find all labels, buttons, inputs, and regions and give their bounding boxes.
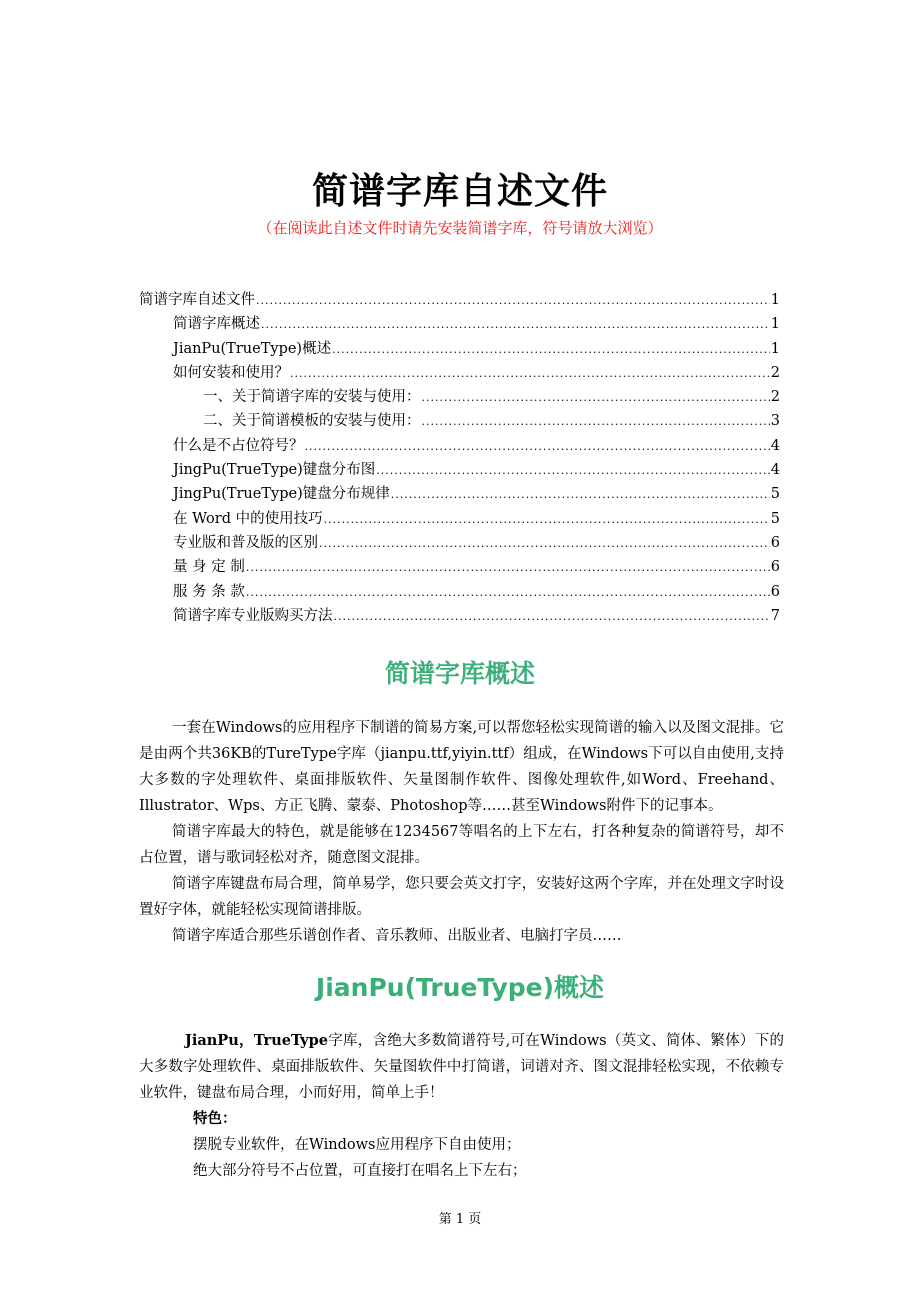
toc-dot-leader bbox=[246, 556, 770, 580]
feature-item: 摆脱专业软件，在Windows应用程序下自由使用； bbox=[193, 1137, 521, 1153]
toc-entry-label: JingPu(TrueType)键盘分布规律 bbox=[173, 486, 390, 503]
toc-entry[interactable] bbox=[139, 312, 780, 336]
toc-dot-leader bbox=[261, 313, 770, 337]
toc-entry-label: 简谱字库专业版购买方法 bbox=[173, 607, 333, 624]
document-subtitle: （在阅读此自述文件时请先安装简谱字库，符号请放大浏览） bbox=[257, 219, 663, 237]
toc-entry-label: 如何安装和使用？ bbox=[173, 364, 289, 381]
toc-entry[interactable] bbox=[139, 337, 780, 361]
toc-dot-leader bbox=[305, 435, 770, 459]
features-title: 特色： bbox=[193, 1110, 237, 1127]
toc-entry-page: 6 bbox=[770, 559, 780, 576]
toc-entry-page: 1 bbox=[770, 316, 780, 333]
toc-dot-leader bbox=[422, 410, 770, 434]
toc-entry-page: 2 bbox=[770, 389, 780, 406]
toc-entry[interactable] bbox=[139, 361, 780, 385]
toc-entry-page: 1 bbox=[770, 340, 780, 357]
toc-dot-leader bbox=[376, 459, 770, 483]
toc-entry-label: JianPu(TrueType)概述 bbox=[173, 340, 332, 357]
page-footer: 第 1 页 bbox=[438, 1212, 482, 1227]
overview-body bbox=[139, 715, 784, 949]
section-heading-jianpu: JianPu(TrueType)概述 bbox=[315, 973, 605, 1002]
toc-entry-label: 服 务 条 款 bbox=[173, 583, 245, 600]
overview-paragraph: 简谱字库适合那些乐谱创作者、音乐教师、出版业者、电脑打字员…… bbox=[172, 928, 622, 944]
toc-entry[interactable] bbox=[139, 385, 780, 409]
toc-dot-leader bbox=[334, 605, 770, 629]
toc-entry[interactable] bbox=[139, 580, 780, 604]
toc-entry-label: 简谱字库概述 bbox=[173, 316, 260, 333]
overview-paragraph: 简谱字库最大的特色，就是能够在1234567等唱名的上下左右，打各种复杂的简谱符号，却不占位置，谱与歌词轻松对齐，随意图文混排。 bbox=[139, 824, 784, 866]
feature-item: 绝大部分符号不占位置，可直接打在唱名上下左右； bbox=[193, 1163, 527, 1179]
toc-entry-label: 简谱字库自述文件 bbox=[139, 292, 255, 308]
toc-entry-page: 4 bbox=[770, 437, 780, 454]
toc-entry[interactable] bbox=[139, 458, 780, 482]
toc-entry-page: 7 bbox=[770, 607, 780, 624]
toc-dot-leader bbox=[256, 289, 770, 313]
document-title: 简谱字库自述文件 bbox=[311, 171, 608, 212]
overview-paragraph: 一套在Windows的应用程序下制谱的简易方案,可以帮您轻松实现简谱的输入以及图文混排。它是由两个共36KB的TureType字库（jianpu.ttf,yiyin.ttf）组成，在Windows下可以自由使用,支持大多数的字处理软件、桌面排版软件、矢量图制作软件、图像处理软件,如Word、Freehand、Illustrator、Wps、方正飞腾、蒙泰、Photoshop等……甚至Windows附件下的记事本。 bbox=[139, 720, 784, 814]
jianpu-lead-paragraph bbox=[139, 1028, 784, 1106]
toc-entry[interactable] bbox=[139, 531, 780, 555]
jianpu-body bbox=[139, 1028, 784, 1184]
jianpu-lead-bold: JianPu，TrueType bbox=[185, 1032, 328, 1049]
toc-entry-page: 4 bbox=[770, 462, 780, 479]
toc-entry-label: 量 身 定 制 bbox=[173, 559, 245, 576]
toc-dot-leader bbox=[422, 386, 770, 410]
toc-entry-page: 1 bbox=[770, 292, 780, 308]
toc-entry[interactable] bbox=[139, 288, 780, 312]
toc-entry-page: 3 bbox=[770, 413, 780, 430]
toc-dot-leader bbox=[319, 532, 770, 556]
jianpu-lead-text: 字库，含绝大多数简谱符号,可在Windows（英文、简体、繁体）下的大多数字处理软件、桌面排版软件、矢量图软件中打简谱，词谱对齐、图文混排轻松实现，不依赖专业软件，键盘布局合理，小而好用，简单上手！ bbox=[139, 1033, 784, 1101]
toc-dot-leader bbox=[391, 483, 770, 507]
toc-entry-page: 6 bbox=[770, 534, 780, 551]
toc-dot-leader bbox=[290, 362, 770, 386]
toc-entry-page: 6 bbox=[770, 583, 780, 600]
toc-entry[interactable] bbox=[139, 482, 780, 506]
toc-dot-leader bbox=[324, 508, 770, 532]
toc-entry[interactable] bbox=[139, 555, 780, 579]
toc-entry-label: 在 Word 中的使用技巧 bbox=[173, 510, 323, 527]
toc-entry-label: 一、关于简谱字库的安装与使用： bbox=[203, 389, 421, 406]
toc-entry-label: JingPu(TrueType)键盘分布图 bbox=[173, 462, 376, 479]
table-of-contents bbox=[139, 288, 780, 628]
toc-entry-page: 5 bbox=[770, 486, 780, 503]
toc-entry[interactable] bbox=[139, 409, 780, 433]
overview-paragraph: 简谱字库键盘布局合理，简单易学，您只要会英文打字，安装好这两个字库，并在处理文字时设置好字体，就能轻松实现简谱排版。 bbox=[139, 876, 784, 918]
toc-entry-label: 二、关于简谱模板的安装与使用： bbox=[203, 413, 421, 430]
toc-dot-leader bbox=[246, 581, 770, 605]
toc-entry-label: 专业版和普及版的区别 bbox=[173, 534, 318, 551]
toc-entry-page: 5 bbox=[770, 510, 780, 527]
toc-entry-label: 什么是不占位符号？ bbox=[173, 437, 304, 454]
toc-entry[interactable] bbox=[139, 604, 780, 628]
section-heading-overview: 简谱字库概述 bbox=[384, 659, 535, 688]
toc-entry-page: 2 bbox=[770, 364, 780, 381]
toc-entry[interactable] bbox=[139, 507, 780, 531]
toc-dot-leader bbox=[332, 338, 770, 362]
toc-entry[interactable] bbox=[139, 434, 780, 458]
